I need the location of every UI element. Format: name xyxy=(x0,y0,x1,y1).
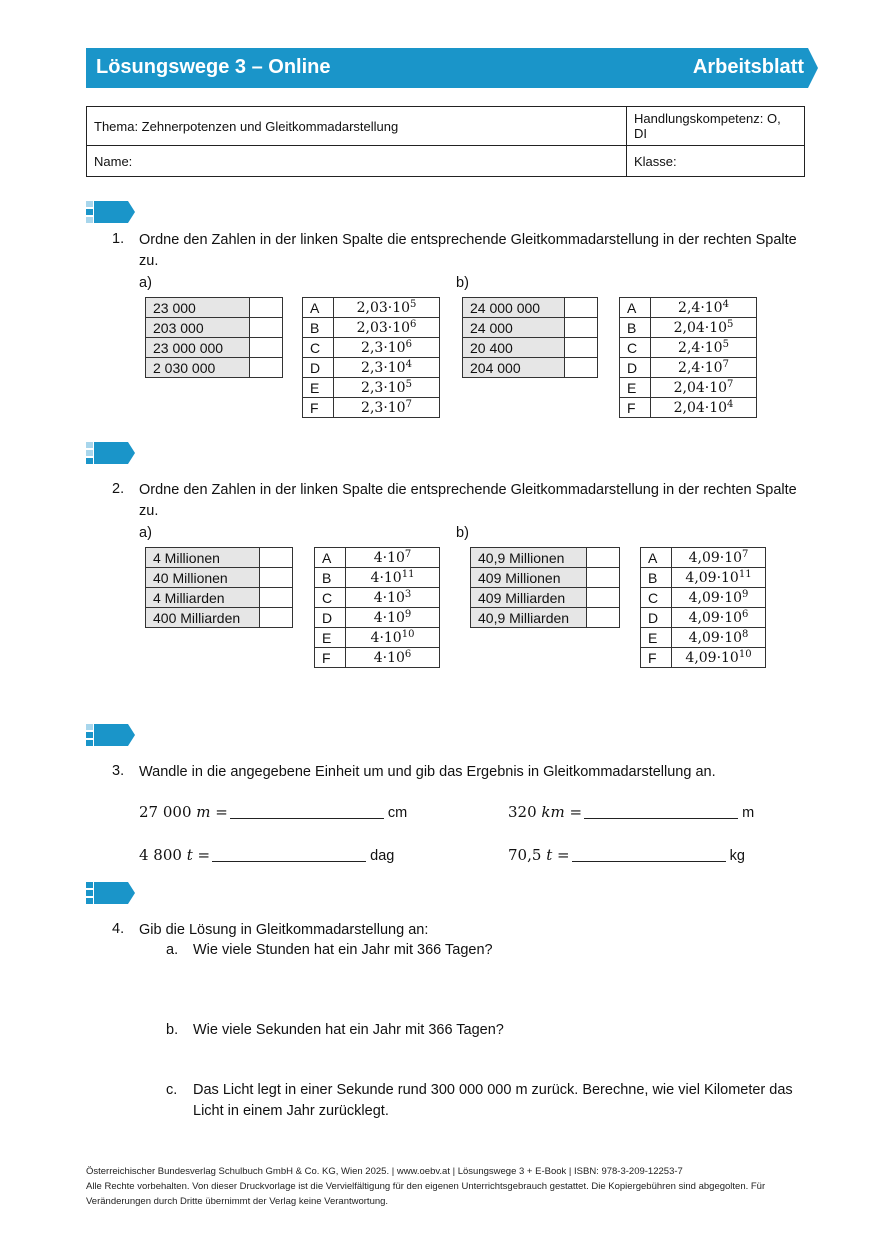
q4-item-b-label: b. xyxy=(166,1022,179,1038)
option-letter: A xyxy=(641,548,672,568)
option-value: $2,04\cdot 10^5$ xyxy=(651,318,757,338)
number-cell: 203 000 xyxy=(146,318,250,338)
answer-box[interactable] xyxy=(587,608,620,628)
answer-box[interactable] xyxy=(565,358,598,378)
option-value: $2,3\cdot 10^5$ xyxy=(334,378,440,398)
answer-box[interactable] xyxy=(565,338,598,358)
conversion-item-3: 4 800 t = dag xyxy=(139,846,395,864)
option-letter: F xyxy=(303,398,334,418)
answer-box[interactable] xyxy=(565,318,598,338)
answer-box[interactable] xyxy=(250,358,283,378)
q2-b-number-table xyxy=(470,547,620,628)
answer-box[interactable] xyxy=(587,548,620,568)
q2-part-b-label: b) xyxy=(456,525,469,541)
option-value: $4,09\cdot 10^{10}$ xyxy=(672,648,766,668)
q4-item-a-text: Wie viele Stunden hat ein Jahr mit 366 Tagen? xyxy=(193,942,493,958)
option-letter: C xyxy=(620,338,651,358)
header-banner xyxy=(86,48,808,88)
q2-a-answer-table xyxy=(314,547,440,668)
name-field[interactable]: Name: xyxy=(87,146,627,177)
question-1-text: Ordne den Zahlen in der linken Spalte die entsprechende Gleitkommadarstellung in der rechten Spalte zu. xyxy=(139,232,797,269)
option-letter: D xyxy=(620,358,651,378)
conversion-item-4: 70,5 t = kg xyxy=(508,846,745,864)
info-table xyxy=(86,106,805,177)
option-letter: F xyxy=(315,648,346,668)
footer xyxy=(86,1164,806,1209)
section-marker-icon xyxy=(86,442,136,464)
question-2-number: 2. xyxy=(112,481,125,497)
option-letter: E xyxy=(641,628,672,648)
number-cell: 409 Millionen xyxy=(471,568,587,588)
answer-box[interactable] xyxy=(587,568,620,588)
banner-arrow-tip xyxy=(808,48,818,88)
option-letter: A xyxy=(315,548,346,568)
answer-box[interactable] xyxy=(250,338,283,358)
book-title: Lösungswege 3 – Online xyxy=(96,56,331,78)
number-cell: 40,9 Milliarden xyxy=(471,608,587,628)
option-letter: B xyxy=(641,568,672,588)
q4-item-b-text: Wie viele Sekunden hat ein Jahr mit 366 Tagen? xyxy=(193,1022,504,1038)
option-letter: D xyxy=(303,358,334,378)
q1-a-number-table xyxy=(145,297,283,378)
section-marker-icon xyxy=(86,882,136,904)
option-letter: B xyxy=(620,318,651,338)
number-cell: 24 000 000 xyxy=(463,298,565,318)
topic-cell: Thema: Zehnerpotenzen und Gleitkommadarstellung xyxy=(87,107,627,146)
section-marker-icon xyxy=(86,201,136,223)
q1-b-answer-table xyxy=(619,297,757,418)
number-cell: 4 Millionen xyxy=(146,548,260,568)
option-letter: E xyxy=(620,378,651,398)
number-cell: 40 Millionen xyxy=(146,568,260,588)
option-letter: B xyxy=(315,568,346,588)
option-value: $2,4\cdot 10^4$ xyxy=(651,298,757,318)
option-value: $2,4\cdot 10^5$ xyxy=(651,338,757,358)
option-letter: A xyxy=(620,298,651,318)
number-cell: 4 Milliarden xyxy=(146,588,260,608)
number-cell: 24 000 xyxy=(463,318,565,338)
option-value: $2,03\cdot 10^5$ xyxy=(334,298,440,318)
option-value: $4\cdot 10^7$ xyxy=(346,548,440,568)
q2-b-answer-table xyxy=(640,547,766,668)
q2-a-number-table xyxy=(145,547,293,628)
option-letter: F xyxy=(620,398,651,418)
number-cell: 409 Milliarden xyxy=(471,588,587,608)
question-1-number: 1. xyxy=(112,231,125,247)
option-value: $2,4\cdot 10^7$ xyxy=(651,358,757,378)
option-letter: E xyxy=(315,628,346,648)
option-value: $2,3\cdot 10^6$ xyxy=(334,338,440,358)
number-cell: 2 030 000 xyxy=(146,358,250,378)
conversion-item-1: 27 000 m = cm xyxy=(139,803,408,821)
answer-box[interactable] xyxy=(260,608,293,628)
q1-b-number-table xyxy=(462,297,598,378)
option-value: $2,04\cdot 10^7$ xyxy=(651,378,757,398)
option-value: $4\cdot 10^6$ xyxy=(346,648,440,668)
answer-box[interactable] xyxy=(260,548,293,568)
option-value: $4\cdot 10^{10}$ xyxy=(346,628,440,648)
conversion-item-2: 320 km = m xyxy=(508,803,755,821)
q4-item-c-text: Das Licht legt in einer Sekunde rund 300 000 000 m zurück. Berechne, wie viel Kilometer das Licht in einem Jahr zurücklegt. xyxy=(193,1082,793,1119)
option-letter: D xyxy=(315,608,346,628)
q2-part-a-label: a) xyxy=(139,525,152,541)
answer-box[interactable] xyxy=(260,588,293,608)
class-field[interactable]: Klasse: xyxy=(627,146,805,177)
answer-box[interactable] xyxy=(587,588,620,608)
option-value: $4,09\cdot 10^9$ xyxy=(672,588,766,608)
question-3-number: 3. xyxy=(112,763,125,779)
option-letter: C xyxy=(315,588,346,608)
option-value: $4,09\cdot 10^{11}$ xyxy=(672,568,766,588)
option-letter: D xyxy=(641,608,672,628)
option-value: $4\cdot 10^9$ xyxy=(346,608,440,628)
q4-item-a-label: a. xyxy=(166,942,179,958)
option-value: $4,09\cdot 10^7$ xyxy=(672,548,766,568)
answer-line[interactable] xyxy=(584,804,738,819)
option-letter: F xyxy=(641,648,672,668)
q4-item-c-label: c. xyxy=(166,1082,178,1098)
option-value: $4\cdot 10^3$ xyxy=(346,588,440,608)
q1-a-answer-table xyxy=(302,297,440,418)
answer-box[interactable] xyxy=(565,298,598,318)
competence-cell: Handlungskompetenz: O, DI xyxy=(627,107,805,146)
number-cell: 400 Milliarden xyxy=(146,608,260,628)
option-value: $2,04\cdot 10^4$ xyxy=(651,398,757,418)
section-marker-icon xyxy=(86,724,136,746)
option-letter: B xyxy=(303,318,334,338)
number-cell: 20 400 xyxy=(463,338,565,358)
answer-box[interactable] xyxy=(250,318,283,338)
option-value: $2,3\cdot 10^4$ xyxy=(334,358,440,378)
q1-part-b-label: b) xyxy=(456,275,469,291)
answer-box[interactable] xyxy=(250,298,283,318)
question-4-text: Gib die Lösung in Gleitkommadarstellung an: xyxy=(139,922,429,938)
option-letter: A xyxy=(303,298,334,318)
number-cell: 23 000 000 xyxy=(146,338,250,358)
question-2-text: Ordne den Zahlen in der linken Spalte die entsprechende Gleitkommadarstellung in der rechten Spalte zu. xyxy=(139,482,797,519)
question-3-text: Wandle in die angegebene Einheit um und gib das Ergebnis in Gleitkommadarstellung an. xyxy=(139,764,716,780)
option-value: $2,3\cdot 10^7$ xyxy=(334,398,440,418)
number-cell: 23 000 xyxy=(146,298,250,318)
worksheet-label: Arbeitsblatt xyxy=(692,56,804,78)
answer-box[interactable] xyxy=(260,568,293,588)
footer-publisher-line: Österreichischer Bundesverlag Schulbuch GmbH & Co. KG, Wien 2025. | www.oebv.at | Lösungswege 3 + E-Book | ISBN: 978-3-209-12253-7 xyxy=(86,1166,683,1177)
option-letter: C xyxy=(641,588,672,608)
option-letter: E xyxy=(303,378,334,398)
answer-line[interactable] xyxy=(230,804,384,819)
question-4-number: 4. xyxy=(112,921,125,937)
number-cell: 204 000 xyxy=(463,358,565,378)
option-value: $4,09\cdot 10^6$ xyxy=(672,608,766,628)
option-value: $4,09\cdot 10^8$ xyxy=(672,628,766,648)
option-letter: C xyxy=(303,338,334,358)
option-value: $2,03\cdot 10^6$ xyxy=(334,318,440,338)
answer-line[interactable] xyxy=(572,847,726,862)
number-cell: 40,9 Millionen xyxy=(471,548,587,568)
q1-part-a-label: a) xyxy=(139,275,152,291)
option-value: $4\cdot 10^{11}$ xyxy=(346,568,440,588)
footer-rights-line: Alle Rechte vorbehalten. Von dieser Druckvorlage ist die Vervielfältigung für den eigenen Unterrichtsgebrauch gestattet. Die Kopiergebühren sind abgegolten. Für Veränderungen durch Dritte übernimmt der Verlag keine Verantwortung. xyxy=(86,1181,766,1207)
answer-line[interactable] xyxy=(212,847,366,862)
